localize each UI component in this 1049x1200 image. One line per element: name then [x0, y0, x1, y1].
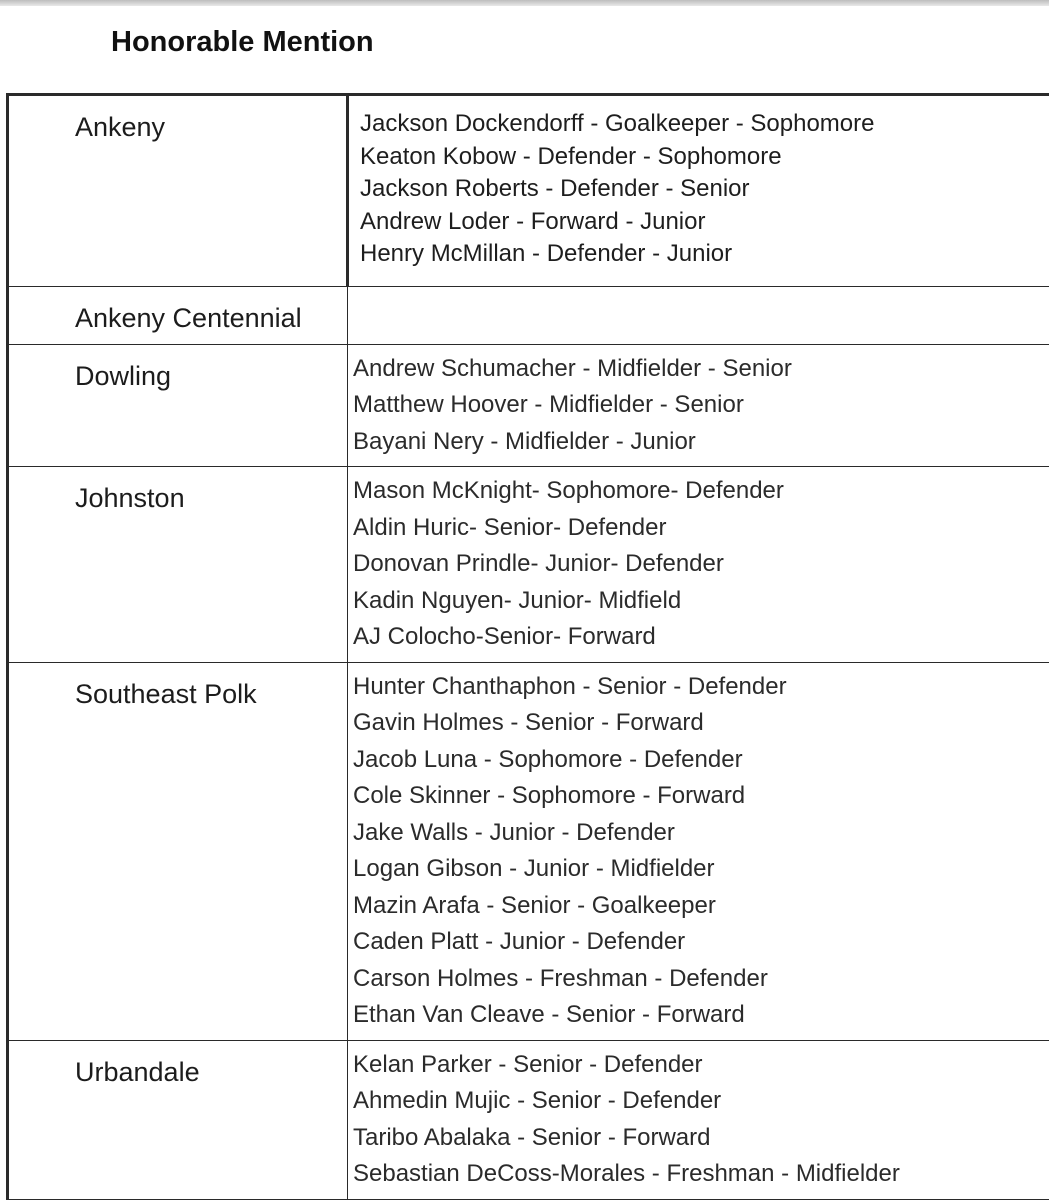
team-cell — [8, 662, 348, 1040]
player-entry: Jackson Dockendorff - Goalkeeper - Sophomore — [360, 110, 875, 137]
player-entry: Cole Skinner - Sophomore - Forward — [353, 782, 746, 810]
team-name: Ankeny — [75, 112, 166, 142]
player-list — [348, 345, 1049, 467]
player-entry: Hunter Chanthaphon - Senior - Defender — [353, 672, 787, 700]
player-list — [348, 467, 1049, 662]
players-cell — [348, 1040, 1049, 1199]
player-entry: Donovan Prindle- Junior- Defender — [353, 550, 724, 578]
player-entry: Bayani Nery - Midfielder - Junior — [353, 427, 696, 455]
team-row — [8, 286, 1049, 344]
players-cell — [348, 344, 1049, 467]
team-cell — [8, 95, 348, 287]
team-row — [8, 1040, 1049, 1199]
player-list — [348, 1041, 1049, 1199]
player-entry: Taribo Abalaka - Senior - Forward — [353, 1123, 711, 1151]
player-entry: Logan Gibson - Junior - Midfielder — [353, 855, 715, 883]
team-name: Johnston — [75, 483, 185, 514]
team-row — [8, 467, 1049, 663]
player-entry: Aldin Huric- Senior- Defender — [353, 513, 667, 541]
player-entry: Jacob Luna - Sophomore - Defender — [353, 745, 743, 773]
player-entry: AJ Colocho-Senior- Forward — [353, 623, 656, 651]
team-cell — [8, 286, 348, 344]
player-entry: Matthew Hoover - Midfielder - Senior — [353, 391, 744, 419]
player-entry: Andrew Loder - Forward - Junior — [360, 207, 706, 235]
players-cell — [348, 662, 1049, 1040]
team-cell — [8, 344, 348, 467]
player-entry: Keaton Kobow - Defender - Sophomore — [360, 142, 782, 170]
player-entry: Kelan Parker - Senior - Defender — [353, 1050, 703, 1078]
team-row — [8, 662, 1049, 1040]
team-name: Southeast Polk — [75, 678, 257, 709]
team-row — [8, 95, 1049, 287]
top-edge — [0, 0, 1049, 6]
player-entry: Henry McMillan - Defender - Junior — [360, 240, 733, 268]
player-entry: Andrew Schumacher - Midfielder - Senior — [353, 354, 792, 382]
player-entry: Carson Holmes - Freshman - Defender — [353, 964, 768, 992]
team-name: Urbandale — [75, 1056, 200, 1087]
player-entry: Kadin Nguyen- Junior- Midfield — [353, 586, 682, 614]
player-entry: Ethan Van Cleave - Senior - Forward — [353, 1001, 745, 1029]
roster-body — [8, 95, 1049, 1200]
player-entry: Gavin Holmes - Senior - Forward — [353, 709, 704, 737]
page-title: Honorable Mention — [111, 26, 374, 58]
player-entry: Mason McKnight- Sophomore- Defender — [353, 477, 784, 505]
player-entry: Jackson Roberts - Defender - Senior — [360, 175, 750, 203]
player-list — [348, 663, 1049, 1040]
players-cell — [348, 286, 1049, 344]
team-name: Dowling — [75, 360, 172, 391]
player-entry: Caden Platt - Junior - Defender — [353, 928, 686, 956]
player-entry: Sebastian DeCoss-Morales - Freshman - Midfielder — [353, 1160, 900, 1188]
players-cell — [348, 467, 1049, 663]
honorable-mention-table — [6, 93, 1049, 1200]
player-entry: Ahmedin Mujic - Senior - Defender — [353, 1087, 722, 1115]
team-name: Ankeny Centennial — [75, 302, 302, 333]
player-entry: Jake Walls - Junior - Defender — [353, 818, 675, 846]
player-list — [349, 96, 1049, 286]
team-cell — [8, 1040, 348, 1199]
team-cell — [8, 467, 348, 663]
players-cell — [348, 95, 1049, 287]
team-row — [8, 344, 1049, 467]
player-entry: Mazin Arafa - Senior - Goalkeeper — [353, 891, 716, 919]
